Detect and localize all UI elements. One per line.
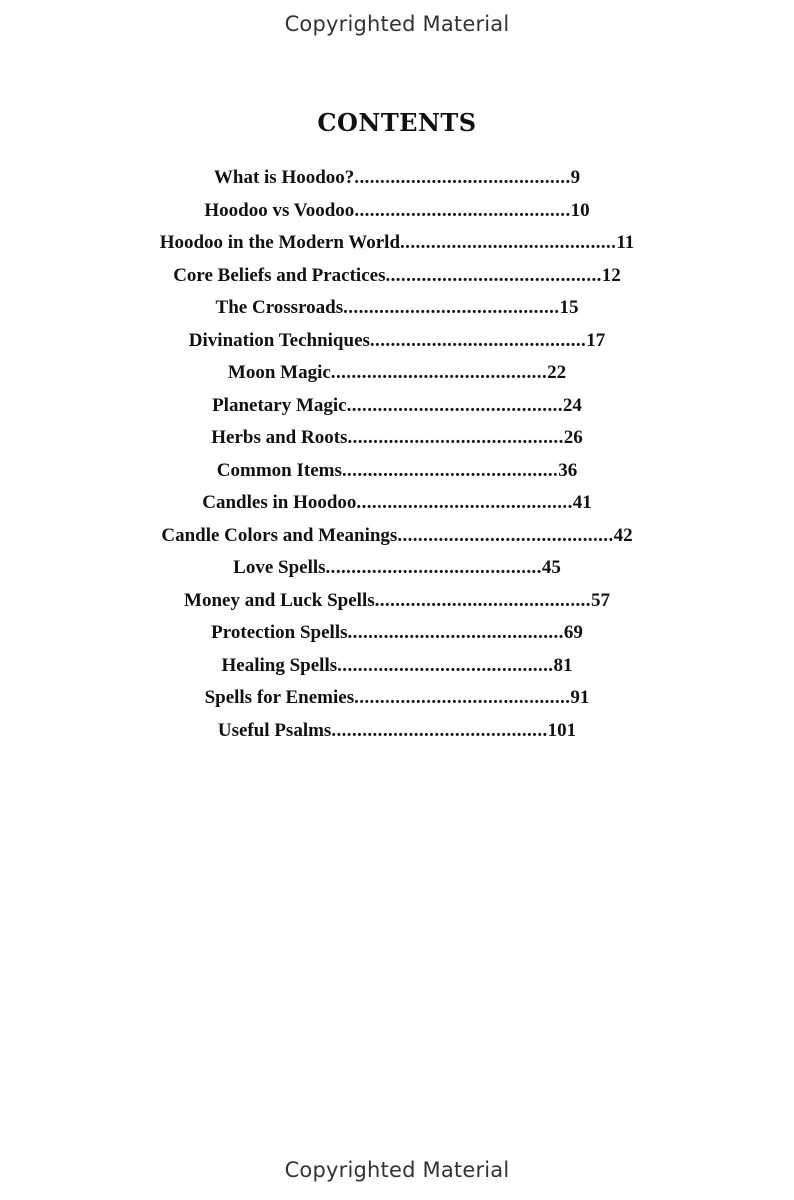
toc-entry-page: 57 bbox=[590, 589, 610, 611]
toc-entry[interactable] bbox=[0, 195, 794, 228]
toc-entry-page: 17 bbox=[586, 329, 606, 351]
toc-entry[interactable] bbox=[0, 585, 794, 618]
toc-entry-title: Healing Spells bbox=[221, 654, 338, 676]
toc-entry-title: The Crossroads bbox=[215, 297, 344, 318]
toc-entry-leader: .......................................... bbox=[343, 297, 560, 318]
toc-entry[interactable] bbox=[0, 682, 794, 715]
toc-entry-leader: .......................................... bbox=[330, 362, 548, 383]
toc-entry-page: 9 bbox=[570, 167, 581, 188]
toc-entry-title: Love Spells bbox=[233, 557, 326, 578]
toc-entry-leader: .......................................... bbox=[346, 394, 563, 416]
toc-entry-title: Hoodoo in the Modern World bbox=[159, 232, 401, 253]
toc-entry-page: 42 bbox=[613, 524, 633, 546]
toc-entry[interactable] bbox=[0, 162, 794, 195]
toc-entry-page: 10 bbox=[570, 199, 590, 221]
toc-entry-leader: .......................................... bbox=[374, 589, 591, 611]
toc-entry-page: 26 bbox=[563, 427, 583, 448]
toc-entry-page: 41 bbox=[572, 492, 592, 513]
contents-heading: CONTENTS bbox=[317, 108, 477, 138]
toc-entry-page: 22 bbox=[547, 362, 567, 383]
toc-entry-title: What is Hoodoo? bbox=[213, 167, 355, 188]
toc-entry-page: 101 bbox=[547, 719, 577, 741]
toc-entry[interactable] bbox=[0, 650, 794, 683]
toc-entry[interactable] bbox=[0, 715, 794, 748]
toc-entry-leader: .......................................... bbox=[325, 557, 542, 578]
toc-entry-leader: .......................................... bbox=[385, 264, 602, 286]
toc-entry-leader: .......................................... bbox=[397, 524, 614, 546]
toc-entry[interactable] bbox=[0, 390, 794, 423]
toc-entry-leader: .......................................... bbox=[354, 167, 571, 188]
toc-entry-title: Moon Magic bbox=[227, 362, 331, 383]
toc-entry-title: Core Beliefs and Practices bbox=[173, 264, 386, 286]
toc-entry-page: 91 bbox=[570, 687, 590, 708]
toc-entry[interactable] bbox=[0, 325, 794, 358]
toc-entry-title: Useful Psalms bbox=[217, 719, 332, 741]
toc-entry-title: Spells for Enemies bbox=[204, 687, 355, 708]
toc-entry-page: 36 bbox=[558, 459, 578, 481]
toc-entry-leader: .......................................... bbox=[354, 199, 571, 221]
toc-entry[interactable] bbox=[0, 292, 794, 325]
toc-entry-leader: .......................................... bbox=[400, 232, 617, 253]
toc-entry-leader: .......................................... bbox=[354, 687, 571, 708]
toc-entry[interactable] bbox=[0, 422, 794, 455]
toc-entry-page: 11 bbox=[616, 232, 635, 253]
toc-entry-page: 24 bbox=[562, 394, 582, 416]
toc-entry-title: Candles in Hoodoo bbox=[202, 492, 357, 513]
toc-entry-leader: .......................................... bbox=[369, 329, 587, 351]
toc-entry[interactable] bbox=[0, 227, 794, 260]
toc-entry-leader: .......................................... bbox=[347, 427, 564, 448]
toc-entry-title: Protection Spells bbox=[211, 622, 348, 643]
toc-entry-leader: .......................................... bbox=[347, 622, 564, 643]
toc-entry-page: 45 bbox=[541, 557, 561, 578]
toc-entry-title: Herbs and Roots bbox=[211, 427, 348, 448]
toc-entry[interactable] bbox=[0, 357, 794, 390]
copyright-watermark-top: Copyrighted Material bbox=[284, 12, 510, 36]
toc-entry-leader: .......................................... bbox=[331, 719, 548, 741]
toc-entry-leader: .......................................... bbox=[341, 459, 559, 481]
toc-entry-page: 12 bbox=[601, 264, 621, 286]
toc-entry-title: Money and Luck Spells bbox=[184, 589, 375, 611]
toc-entry-leader: .......................................... bbox=[337, 654, 554, 676]
toc-entry[interactable] bbox=[0, 617, 794, 650]
toc-entry-leader: .......................................... bbox=[356, 492, 573, 513]
copyright-watermark-bottom: Copyrighted Material bbox=[284, 1158, 510, 1182]
toc-entry[interactable] bbox=[0, 552, 794, 585]
toc-entry-page: 69 bbox=[563, 622, 583, 643]
toc-entry[interactable] bbox=[0, 487, 794, 520]
toc-entry-page: 81 bbox=[553, 654, 573, 676]
toc-entry[interactable] bbox=[0, 520, 794, 553]
toc-entry[interactable] bbox=[0, 455, 794, 488]
toc-entry-title: Planetary Magic bbox=[212, 394, 347, 416]
toc-entry-title: Candle Colors and Meanings bbox=[161, 524, 398, 546]
table-of-contents bbox=[0, 162, 794, 747]
toc-entry-title: Common Items bbox=[216, 459, 342, 481]
toc-entry-title: Hoodoo vs Voodoo bbox=[204, 199, 355, 221]
toc-entry[interactable] bbox=[0, 260, 794, 293]
toc-entry-page: 15 bbox=[559, 297, 579, 318]
toc-entry-title: Divination Techniques bbox=[188, 329, 370, 351]
